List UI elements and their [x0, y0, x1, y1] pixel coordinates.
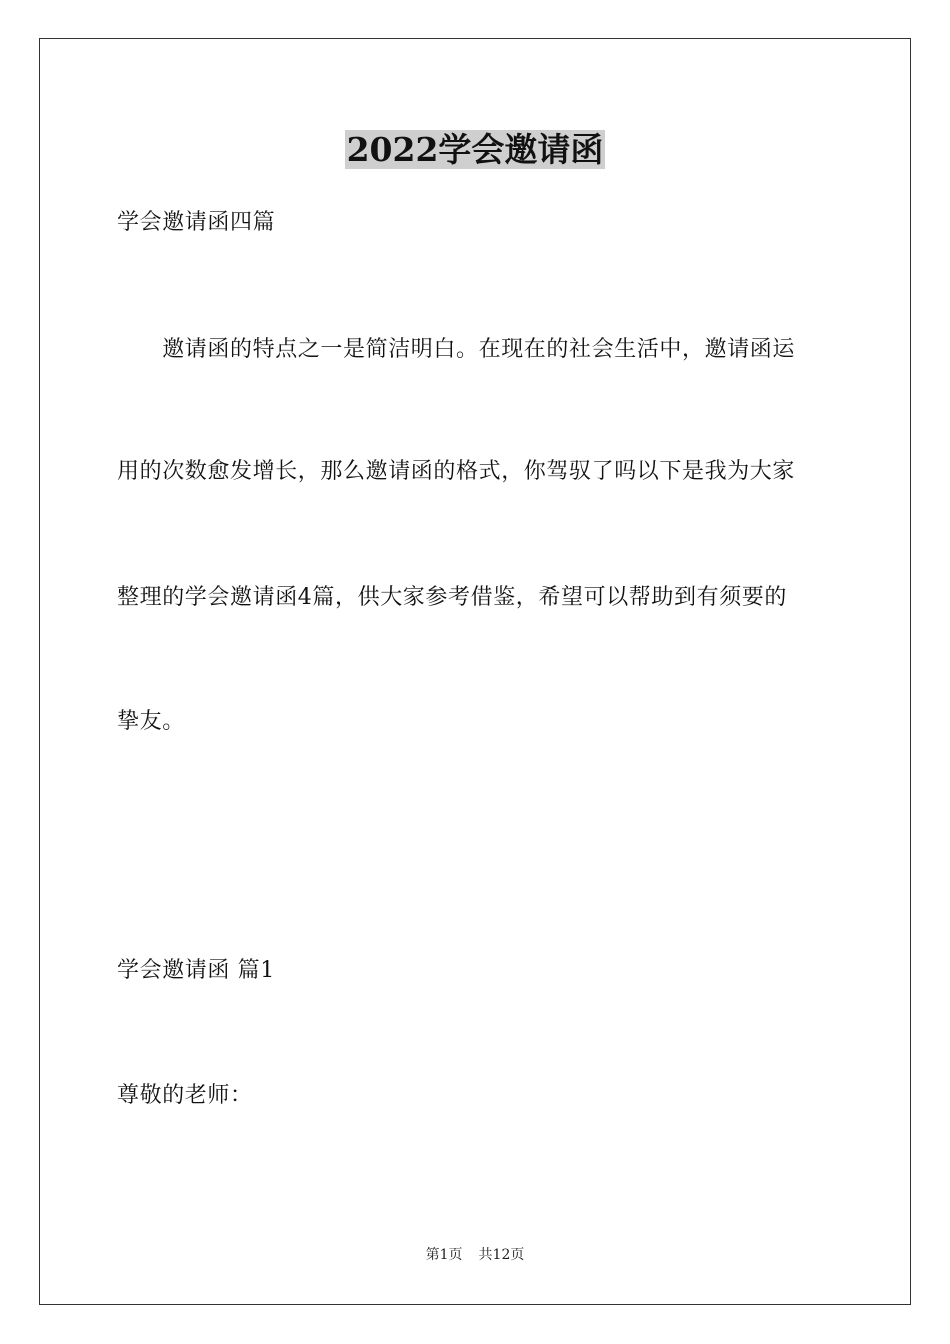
- salutation: 尊敬的老师：: [117, 1083, 253, 1108]
- intro-line-2: 用的次数愈发增长，那么邀请函的格式，你驾驭了吗以下是我为大家: [117, 459, 796, 484]
- document-title-text: 2022学会邀请函: [346, 130, 604, 169]
- page-footer: [0, 1245, 950, 1265]
- document-title: [0, 128, 950, 172]
- intro-line-4: 挚友。: [117, 709, 185, 734]
- page-number: 第1页: [425, 1247, 463, 1263]
- page-total: 共12页: [478, 1247, 525, 1263]
- section-heading: 学会邀请函 篇1: [117, 958, 275, 983]
- intro-line-3: 整理的学会邀请函4篇，供大家参考借鉴，希望可以帮助到有须要的: [117, 585, 787, 610]
- intro-line-1: 邀请函的特点之一是简洁明白。在现在的社会生活中，邀请函运: [117, 337, 796, 362]
- document-subtitle: 学会邀请函四篇: [117, 210, 276, 235]
